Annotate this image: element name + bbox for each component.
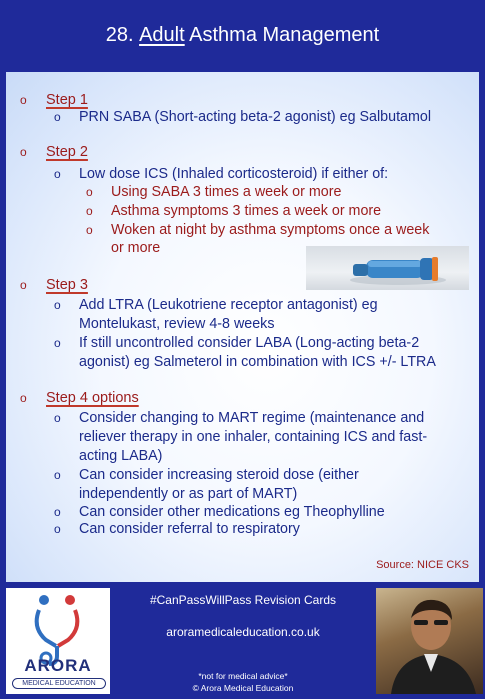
step-3-title: Step 3	[46, 277, 88, 293]
step-3-item-text: Montelukast, review 4-8 weeks	[79, 316, 275, 332]
bullet: o	[54, 336, 61, 350]
step-4-item-text: Can consider referral to respiratory	[79, 521, 300, 537]
bullet: o	[54, 167, 61, 181]
content-card	[6, 72, 479, 582]
bullet: o	[86, 223, 93, 237]
title-prefix: 28.	[105, 23, 140, 46]
footer-copyright: © Arora Medical Education	[192, 683, 294, 693]
step-3-item-text: If still uncontrolled consider LABA (Long-acting beta-2	[79, 335, 420, 351]
source-note: Source: NICE CKS	[376, 559, 469, 571]
step-4-item-text: Consider changing to MART regime (maintenance and	[79, 410, 425, 426]
bullet: o	[86, 204, 93, 218]
step-2-subitem-text: Using SABA 3 times a week or more	[111, 184, 342, 200]
title-underlined-word: Adult	[139, 23, 185, 46]
step-1-item-text: PRN SABA (Short-acting beta-2 agonist) eg Salbutamol	[79, 109, 432, 125]
step-2-title: Step 2	[46, 144, 88, 160]
step-4-item-text: reliever therapy in one inhaler, containing ICS and fast-	[79, 429, 428, 445]
step-2-item-text: Low dose ICS (Inhaled corticosteroid) if either of:	[79, 166, 389, 182]
inhaler-image	[306, 246, 469, 290]
bullet: o	[54, 298, 61, 312]
step-1-heading	[20, 92, 88, 108]
step-4-item-text: acting LABA)	[79, 448, 163, 464]
bullet: o	[20, 93, 27, 107]
step-2-subitem-text: Asthma symptoms 3 times a week or more	[111, 203, 382, 219]
bullet: o	[20, 145, 27, 159]
step-3-item-text: agonist) eg Salmeterol in combination with ICS +/- LTRA	[79, 354, 436, 370]
step-1-title: Step 1	[46, 92, 88, 108]
step-4-title: Step 4 options	[46, 390, 139, 406]
step-4-item-text: Can consider other medications eg Theophylline	[79, 504, 385, 520]
page-title	[0, 0, 485, 70]
step-3-heading	[20, 277, 88, 293]
step-2-subitem-text: or more	[111, 240, 161, 256]
footer-hashtag: #CanPassWillPass Revision Cards	[149, 593, 337, 607]
step-2-subitem-text: Woken at night by asthma symptoms once a week	[111, 222, 430, 238]
step-2-heading	[20, 144, 88, 160]
step-4-item-text: Can consider increasing steroid dose (either	[79, 467, 359, 483]
bullet: o	[20, 391, 27, 405]
bullet: o	[20, 278, 27, 292]
footer-disclaimer: *not for medical advice*	[198, 671, 288, 681]
arora-logo	[6, 588, 110, 694]
footer-website[interactable]: aroramedicaleducation.co.uk	[166, 625, 320, 639]
logo-name: ARORA	[24, 656, 92, 675]
step-4-heading	[20, 390, 139, 406]
bullet: o	[54, 505, 61, 519]
title-suffix: Asthma Management	[184, 23, 380, 46]
step-4-item-text: independently or as part of MART)	[79, 486, 298, 502]
step-3-item-text: Add LTRA (Leukotriene receptor antagonist) eg	[79, 297, 378, 313]
person-icon	[376, 588, 483, 694]
bullet: o	[86, 185, 93, 199]
bullet: o	[54, 522, 61, 536]
bullet: o	[54, 110, 61, 124]
logo-subtitle: MEDICAL EDUCATION	[12, 678, 106, 689]
inhaler-icon	[306, 246, 469, 290]
presenter-photo	[376, 588, 483, 694]
bullet: o	[54, 468, 61, 482]
bullet: o	[54, 411, 61, 425]
